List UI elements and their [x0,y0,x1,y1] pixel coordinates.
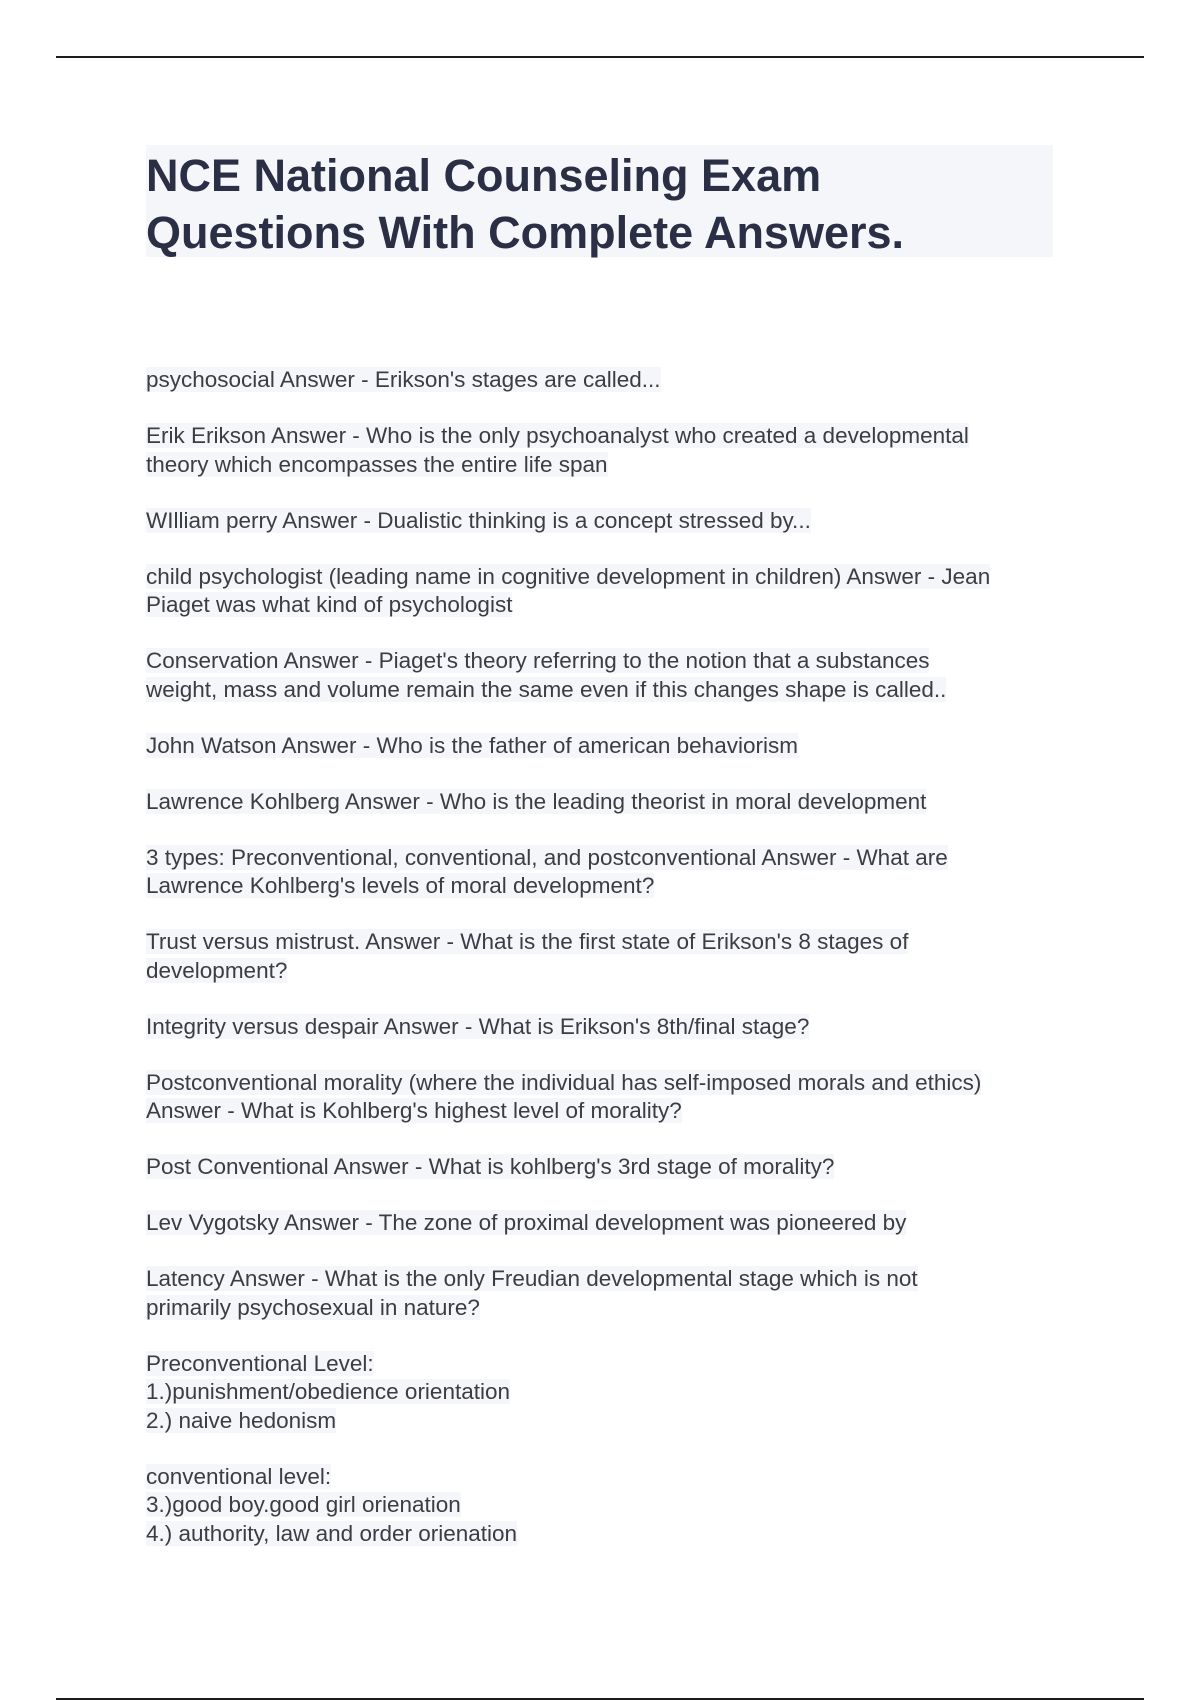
qa-line [146,1378,1066,1407]
qa-line-text: 2.) naive hedonism [146,1407,337,1433]
qa-entry [146,788,1066,817]
qa-line [146,591,1066,620]
qa-line-text: Postconventional morality (where the individual has self-imposed morals and ethics) [146,1069,982,1095]
qa-line [146,507,1066,536]
qa-line-text: child psychologist (leading name in cognitive development in children) Answer - Jean [146,563,991,589]
qa-line [146,1209,1066,1238]
qa-line-text: Post Conventional Answer - What is kohlberg's 3rd stage of morality? [146,1154,835,1179]
qa-line-text: psychosocial Answer - Erikson's stages are called... [146,367,661,392]
qa-line-text: Preconventional Level: [146,1350,374,1376]
qa-entry [146,844,1066,901]
qa-line-text: WIlliam perry Answer - Dualistic thinking is a concept stressed by... [146,507,811,533]
qa-entry [146,1350,1066,1436]
qa-line [146,1350,1066,1379]
qa-line-text: Trust versus mistrust. Answer - What is the first state of Erikson's 8 stages of [146,929,909,954]
qa-line [146,732,1066,761]
qa-line-text: 3.)good boy.good girl orienation [146,1492,461,1517]
qa-line [146,844,1066,873]
qa-entry [146,1463,1066,1549]
qa-line [146,928,1066,957]
qa-line-text: Lawrence Kohlberg's levels of moral development? [146,873,655,898]
qa-line-text: primarily psychosexual in nature? [146,1294,480,1320]
qa-line [146,1265,1066,1294]
qa-line-text: Lev Vygotsky Answer - The zone of proximal development was pioneered by [146,1210,907,1235]
document-title [146,145,1053,261]
qa-line-text: Piaget was what kind of psychologist [146,592,513,617]
qa-line [146,1069,1066,1098]
qa-line [146,1463,1066,1492]
qa-line-text: Erik Erikson Answer - Who is the only psychoanalyst who created a developmental [146,423,969,448]
qa-line [146,788,1066,817]
qa-entry [146,928,1066,985]
qa-line [146,1520,1066,1549]
qa-entry [146,366,1066,395]
qa-line [146,1294,1066,1323]
qa-line-text: weight, mass and volume remain the same even if this changes shape is called.. [146,676,947,702]
title-line-1: NCE National Counseling Exam [146,150,822,201]
qa-line [146,676,1066,705]
qa-line-text: 4.) authority, law and order orienation [146,1520,518,1546]
qa-line [146,1013,1066,1042]
qa-line [146,872,1066,901]
qa-entry [146,1153,1066,1182]
qa-line-text: Integrity versus despair Answer - What is Erikson's 8th/final stage? [146,1013,810,1039]
qa-line [146,1407,1066,1436]
qa-entry [146,1209,1066,1238]
qa-line [146,422,1066,451]
qa-entry [146,1013,1066,1042]
top-rule [56,56,1144,58]
qa-entry [146,507,1066,536]
qa-line-text: Answer - What is Kohlberg's highest level of morality? [146,1098,682,1123]
qa-line-text: development? [146,957,288,983]
qa-entry [146,1069,1066,1126]
qa-line-text: theory which encompasses the entire life span [146,451,608,477]
qa-line-text: conventional level: [146,1463,332,1489]
qa-list [146,366,1066,1576]
qa-line [146,563,1066,592]
qa-entry [146,647,1066,704]
qa-line [146,1491,1066,1520]
qa-line-text: Lawrence Kohlberg Answer - Who is the leading theorist in moral development [146,788,927,814]
title-block [146,145,1053,257]
title-line-2: Questions With Complete Answers. [146,207,905,258]
qa-line-text: Conservation Answer - Piaget's theory referring to the notion that a substances [146,648,930,673]
qa-line [146,1097,1066,1126]
qa-line-text: 3 types: Preconventional, conventional, and postconventional Answer - What are [146,844,948,870]
qa-line-text: 1.)punishment/obedience orientation [146,1379,510,1404]
qa-line [146,647,1066,676]
qa-line [146,1153,1066,1182]
qa-line [146,451,1066,480]
qa-line [146,366,1066,395]
qa-entry [146,563,1066,620]
qa-line-text: Latency Answer - What is the only Freudian developmental stage which is not [146,1266,918,1291]
qa-entry [146,732,1066,761]
qa-line [146,957,1066,986]
qa-entry [146,422,1066,479]
qa-line-text: John Watson Answer - Who is the father of american behaviorism [146,732,798,758]
qa-entry [146,1265,1066,1322]
